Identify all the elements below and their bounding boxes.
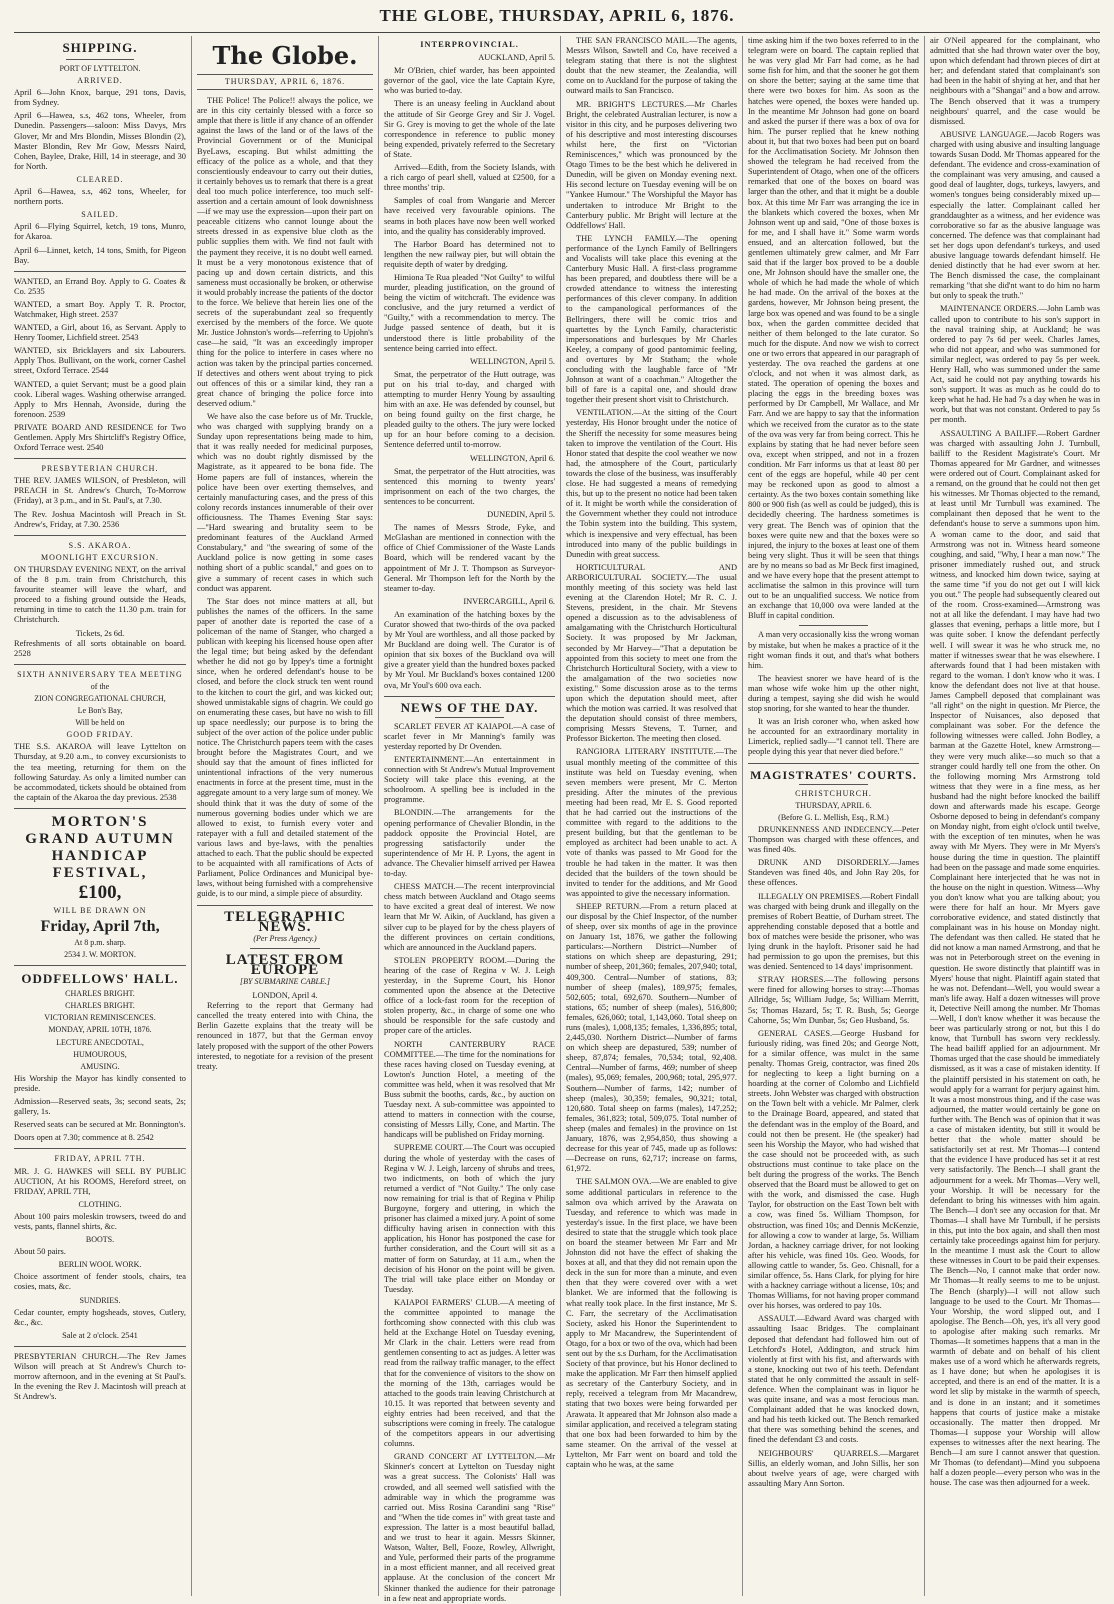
news-item: [384, 808, 555, 879]
column-rule: [742, 36, 743, 1596]
news-item: [384, 1298, 555, 1449]
court-item-lead: ASSAULT.: [758, 1314, 797, 1324]
zion-line: Will be held on: [75, 718, 125, 728]
court-item-text: —Edward Avard was charged with assaulting Isaac Bridges. The complainant deposed that defendant had followed him out of Letchford's Hotel, Addington, and struck him violently at first with his fist, and afterwards with a stone, knocking out two of his teeth. Defendant stated that he only committed the assault in self-defence. When the complainant was in liquor he was quite insane, and was a most ferocious man. Complainant added that he was knocked down, and had his teeth kicked out. The Bench remarked that there was something behind the scenes, and fined the defendant £3 and costs.: [748, 1314, 919, 1445]
classified-ad: WANTED, an Errand Boy. Apply to G. Coates & Co. 2535: [14, 276, 186, 296]
news-item-lead: CHESS MATCH.: [394, 882, 456, 892]
news-item-text: —The usual monthly meeting of the committee of this institute was held on Tuesday evening, when seven members were present, Mr C. Merton presiding. After the minutes of the previous meeting had been read, Mr E. S. Good reported that he had carried out the instructions of the committee with regard to the additions to the present building, but that the gentleman to be employed as architect had been unable to act. A vote of thanks was passed to Mr Good for the trouble he had taken in the matter. It was then decided that the builders of the town should be invited to tender for the additions, and Mr Good was appointed to give the necessary information.: [566, 747, 737, 898]
news-item-text: —The arrangements for the opening performance of Chevalier Blondin, in the paddock opposite the Provincial Hotel, are progressing satisfactorily under the superintendence of Mr H. P. Lyons, the agent in advance. The Chevalier himself arrived per Hawea to-day.: [384, 808, 555, 879]
news-item: [566, 408, 737, 559]
news-item-lead: MR. BRIGHT'S LECTURES.: [576, 99, 687, 109]
masthead: THE GLOBE, THURSDAY, APRIL 6, 1876.: [14, 6, 1100, 33]
news-item-lead: BLONDIN.: [394, 808, 434, 818]
news-item-text: —An entertainment in connection with St Andrew's Mutual Improvement Society will take place this evening, at the schoolroom. A spelling bee is included in the programme.: [384, 755, 555, 805]
court-item-lead: GENERAL CASES.: [758, 1028, 833, 1038]
filler-paragraph: The heaviest snorer we have heard of is the man whose wife woke him up the other night, during a tempest, saying she did wish he would stop snoring, for she wanted to hear the thunder.: [748, 673, 919, 714]
news-item: [566, 100, 737, 231]
court-item: [930, 304, 1100, 425]
filler-paragraph: It was an Irish coroner who, when asked how he accounted for an extraordinary mortality in Limerick, replied sadly—"I cannot tell. There are people dying this year that never died before.": [748, 717, 919, 757]
news-item: [566, 747, 737, 898]
news-item-text: —From a return placed at our disposal by the Chief Inspector, of the number of sheep, over six months of age in the province on January 1st, 1876, we gather the following particulars:—Northern District—Number of stations on which sheep are depasturing, 291; number of sheep, 201,360; females, 207,940; total, 409,300. Central—Number of stations, 83; number of sheep (males), 189,975; females, 502,605; total, 692,670. Southern—Number of stations, 65; number of sheep (males), 516,800; females, 626,060; total, 1,143,060. Total sheep on runs (males), 1,008,135; females, 1,336,895; total, 2,445,030. Northern District—Number of farms on which sheep are depastured, 539; number of sheep, 87,874; females, 70,534; total, 92,408. Central—Number of farms, 469; number of sheep (males), 95,069; females, 200,968; total, 295,977. Southern—Number of farms, 142; number of sheep (males), 30,359; females, 90,321; total, 120,680. Total sheep on farms (males), 147,252; females, 361,823; total, 509,075. Total number of sheep (males and females) in the province on 1st January, 1876, was 2,954,850, thus showing a decrease for this year of 745, made up as follows:—Decrease on runs, 62,717; increase on farms, 61,972.: [566, 901, 737, 1174]
magistrates-before: (Before G. L. Mellish, Esq., R.M.): [778, 812, 889, 822]
interprovincial-item: DUNEDIN, April 5.: [487, 510, 555, 520]
akaroa-heading: S.S. AKAROA.: [68, 540, 132, 550]
akaroa-subheading: MOONLIGHT EXCURSION.: [40, 552, 160, 562]
court-item-lead: ASSAULTING A BAILIFF.: [940, 428, 1038, 438]
interprovincial-item: Himiona Te Rua pleaded "Not Guilty" to wilful murder, pleading justification, on the ground of being the victim of witchcraft. The evidence was conclusive, and the jury returned a verdict of "Guilty," with a recommendation to mercy. The Judge passed sentence of death, but it is understood there is little probability of the sentence being carried into effect.: [384, 272, 555, 353]
news-item-text: —We are enabled to give some additional particulars in reference to the salmon ova which arrived by the Arawata on Tuesday, and reference to which was made in yesterday's issue. In the first place, we have been desired to state that the struggle which took place on board the steamer between Mr Farr and Mr Johnston did not have the effect of shaking the boxes at all, and that they did not remain upon the deck in the sun for more than a minute, and even then that they were covered over with a wet blanket. We are informed that the following is what really took place. In the first instance, Mr S. C. Farr, the secretary of the Acclimatisation Society, asked his Honor the Superintendent to apply to Mr Macandrew, the Superintendent of Otago, for a box or two of the ova, which had been sent out by the s.s Durham, for the Acclimatisation Society of that province, but his Honor declined to make the application. Mr Farr then himself applied as secretary of the Canterbury Society, and in reply, received a telegram from Mr Macandrew, stating that two boxes were being forwarded per Arawata. It appeared that Mr Johnson also made a similar application, and received a telegram stating that one box had been forwarded to him by the same steamer. On the arrival of the vessel at Lyttelton, Mr Farr went on board and told the captain who he was, at the same: [566, 1177, 737, 1470]
interprovincial-heading: INTERPROVINCIAL.: [420, 40, 519, 49]
interprovincial-item: There is an uneasy feeling in Auckland about the attitude of Sir George Grey and Sir J. Vogel. Sir G. Grey is moving to get the whole of the late correspondence in reference to public money being expended, privately referred to the Secretary of State.: [384, 99, 555, 159]
column-rule: [924, 36, 925, 1596]
hawkes-line: About 100 pairs moleskin trowsers, tweed do and vests, pants, flannel shirts, &c.: [14, 1211, 186, 1231]
classified-ad: WANTED, six Bricklayers and six Labourers. Apply Thos. Bullivant, on the work, corner Cashel street, Oxford Terrace. 2544: [14, 346, 186, 376]
magistrates-date: THURSDAY, APRIL 6.: [795, 800, 872, 810]
morton-line: At 8 p.m. sharp.: [74, 938, 126, 947]
news-item-lead: THE LYNCH FAMILY.: [576, 233, 677, 243]
news-item: [384, 882, 555, 953]
news-item-lead: SCARLET FEVER AT KAIAPOI.: [394, 721, 514, 731]
column-shipping-ads: [14, 36, 186, 1596]
court-item-lead: ABUSIVE LANGUAGE.: [940, 129, 1029, 139]
divider: [14, 808, 186, 809]
interprovincial-item: INVERCARGILL, April 6.: [463, 596, 555, 606]
news-item-text: —The time for the nominations for these races having closed on Tuesday evening, at Lowton's Junction Hotel, a meeting of the committee was held, when it was resolved that Mr Buss submit the booths, cards, &c., by auction on Tuesday next. A sub-committee was appointed to attend to matters in connection with the course, consisting of Messrs Lilly, Cone, and Martin. The handicaps will be published on Friday morning.: [384, 1049, 555, 1140]
column-rule: [191, 36, 192, 1596]
divider: [250, 948, 320, 949]
classified-ad: PRIVATE BOARD AND RESIDENCE for Two Gentlemen. Apply Mrs Shirtcliff's Registry Office, Oxford Terrace west. 2540: [14, 422, 186, 453]
news-item-lead: GRAND CONCERT AT LYTTELTON.: [394, 1452, 537, 1462]
court-item-lead: ILLEGALLY ON PREMISES.: [758, 891, 862, 901]
magistrates-heading: MAGISTRATES' COURTS.: [750, 767, 917, 782]
court-item-text: —John Lamb was called upon to contribute to his son's support in the naval training ship, at Auckland; he was ordered to pay 7s 6d per week. Charles James, who did not appear, and who was summoned for similar neglect, was ordered to pay 5s per week. Henry Hall, who was summoned under the same Act, said he could not pay anything towards his son's support. It was as much as he could do to keep what he had. He had 7s a day when he was in work, but that was not constant. Ordered to pay 5s per month.: [930, 304, 1101, 425]
court-item: [748, 858, 919, 888]
court-item-text: —The following persons were fined for allowing horses to stray:—Thomas Allridge, 5s; William Judge, 5s; William Merritt, 5s; Thomas Hazard, 5s; T. R. Bush, 5s; George Cahorne, 5s; Wm Dunbar, 5s; Geo Husband, 5s.: [748, 975, 919, 1025]
news-item-lead: SUPREME COURT.: [394, 1143, 465, 1153]
court-item-text: —Jacob Rogers was charged with using abusive and insulting language towards Susan Dodd. Mr Thomas appeared for the defendant. The evidence and cross-examination of the complainant was very amusing, and caused a good deal of laughter, dogs, turkeys, lawyers, and women's tongues being considerably mixed up—especially the latter. Complainant called her granddaughter as a witness, and her evidence was corroborative so far as the abusive language was concerned. The defence was that complainant had set her dogs upon defendant's turkeys, and used abusive language towards defendant himself. He denied distinctly that he had ever sworn at her. The Bench dismissed the case, the complainant remarking "that she did'nt want to do him no harm but only to speak the truth.": [930, 129, 1100, 301]
classified-ad: WANTED, a Girl, about 16, as Servant. Apply to Henry Toomer, Lichfield street. 2543: [14, 323, 186, 343]
news-item-text: —A case of scarlet fever in Mr Manning's family was yesterday reported by Dr Ovenden.: [384, 721, 555, 751]
akaroa-text: ON THURSDAY EVENING NEXT, on the arrival of the 8 p.m. train from Christchurch, this favourite steamer will leave the wharf, and proceed to a fishing ground outside the Heads, returning in time to catch the 11.30 p.m. train for Christchurch.: [14, 564, 186, 625]
news-item-lead: THE SALMON OVA.: [576, 1177, 652, 1187]
news-item-lead: STOLEN PROPERTY ROOM.: [394, 955, 507, 965]
court-continued: air O'Neil appeared for the complainant, who admitted that she had thrown water over the boy, upon which defendant had thrown pieces of dirt at her; and defendant stated that complainant's son had been in the habit of shying at her, and that her neighbours with a "Shangai" and a bow and arrow. The Bench observed that it was a trumpery neighbours' quarrel, and the case would be dismissed.: [930, 36, 1100, 126]
news-item-lead: SHEEP RETURN.: [576, 901, 642, 911]
divider: [384, 696, 555, 697]
oddfellows-line: LECTURE ANECDOTAL,: [56, 1037, 144, 1047]
zion-text: THE S.S. AKAROA will leave Lyttelton on Thursday, at 9.20 a.m., to convey excursionists to the tea meeting, returning for them on the following Saturday. As only a limited number can be accommodated, tickets should be obtained from the captain of the Akaroa the day previous. 2538: [14, 742, 186, 802]
oddfellows-line: VICTORIAN REMINISCENCES.: [44, 1013, 156, 1023]
leader-paragraph: We have also the case before us of Mr. Truckle, who was charged with supplying brandy on a Sunday upon representations being made to him, that it was really needed for medicinal purposes, which was no doubt rightly dismissed by the Magistrate, as it appeared to be bona fide. The Home papers are full of instances, wherein the police have been over exerting themselves, and certainly manufacturing cases, and the press of this colony records instances innumerable of their over officiousness. The Thames Evening Star says:—"Hard swearing and brutality seem to be predominant features of the Auckland Armed Constabulary," and "the swearing of some of the Auckland police is now getting in some cases nothing short of a public scandal," and goes on to give a summary of recent cases in which such conduct was apparent.: [197, 412, 373, 593]
divider: [14, 965, 186, 966]
zion-line: ZION CONGREGATIONAL CHURCH,: [34, 693, 166, 703]
news-item: [566, 1177, 737, 1470]
interprovincial-item: Smat, the perpetrator of the Hutt outrage, was put on his trial to-day, and charged with attempting to murder Henry Young by assaulting him with an axe. He was defended by counsel, but on being found guilty on the first charge, he pleaded guilty to the others. The jury were locked up for an hour before coming to a decision. Sentence deferred until to-morrow.: [384, 369, 555, 450]
news-item-text: —A meeting of the committee appointed to manage the forthcoming show connected with this club was held at the Exchange Hotel on Tuesday evening, Mr Clark in the chair. Letters were read from gentlemen consenting to act as judges. A letter was read from the railway traffic manager, to the effect that for the convenience of visitors to the show on the morning of the 13th, carriages would be attached to the goods train leaving Christchurch at 10.15. It was reported that between seventy and eighty entries had been received, and that the subscriptions were coming in freely. The catalogue of the competitors appears in our advertising columns.: [384, 1297, 556, 1449]
hawkes-auction: MR. J. G. HAWKES will SELL BY PUBLIC AUCTION, At his ROOMS, Hereford street, on FRIDAY, APRIL 7TH,: [14, 1166, 186, 1196]
morton-title: GRAND AUTUMN: [25, 830, 175, 847]
hawkes-line: Sale at 2 o'clock. 2541: [62, 1330, 138, 1340]
oddfellows-text: Doors open at 7.30; commence at 8. 2542: [14, 1133, 154, 1143]
shipping-entry: April 6—Linnet, ketch, 14 tons, Smith, for Pigeon Bay.: [14, 245, 186, 265]
news-item-text: —The usual monthly meeting of this society was held last evening at the Clarendon Hotel; Mr R. C. J. Stevens, president, in the chair. Mr Stevens opened a discussion as to the advisableness of amalgamating with the Christchurch Horticultural Society. It was proposed by Mr Jackman, seconded by Mr Harvey—"That a deputation be appointed from this society to meet one from the Christchurch Horticultural Society, with a view to the amalgamation of the two societies now existing." Some discussion arose as to the terms upon which the deputation should meet, after which the motion was carried. It was resolved that the deputation should consist of three members, comprising Messrs Stevens, T. Turner, and Professor Bickerton. The meeting then closed.: [566, 572, 737, 744]
news-item-lead: KAIAPOI FARMERS' CLUB.: [394, 1297, 500, 1307]
oddfellows-text: Reserved seats can be secured at Mr. Bonnington's.: [14, 1120, 186, 1130]
divider: [799, 625, 867, 626]
oddfellows-line: AMUSING.: [80, 1061, 120, 1071]
hawkes-line: CLOTHING.: [78, 1199, 122, 1209]
oddfellows-line: MONDAY, APRIL 10TH, 1876.: [48, 1025, 152, 1035]
hawkes-line: BOOTS.: [85, 1235, 115, 1245]
oddfellows-text: Admission—Reserved seats, 3s; second seats, 2s; gallery, 1s.: [14, 1097, 186, 1117]
morton-line: 2534 J. W. MORTON.: [64, 950, 136, 960]
arrived-heading: ARRIVED.: [77, 76, 123, 86]
news-item: [384, 755, 555, 805]
divider: [14, 1148, 186, 1149]
court-item: [748, 975, 919, 1025]
court-item-text: —Peter Thompson was charged with these offences, and was fined 40s.: [748, 824, 919, 855]
europe-date: LONDON, April 4.: [252, 991, 318, 1001]
news-item-text: —The Court was occupied during the whole of yesterday with the cases of Regina v W. J. Leigh, larceny of shrubs and trees, two indictments, on both of which the jury returned a verdict of "Not Guilty." The only case now remaining for trial is that of Regina v Philip Burgoyne, forgery and uttering, in which the prisoner has claimed a mixed jury. A point of some difficulty having arisen in connection with this application, his Honor has postponed the case for further consideration, and the Court will sit as a matter of form on Saturday, at 11 a.m., when the decision of his Honor on the point will be given. The trial will take place either on Monday or Tuesday.: [384, 1143, 555, 1294]
sailed-heading: SAILED.: [81, 210, 119, 220]
classified-ad: WANTED, a quiet Servant; must be a good plain cook. Liberal wages. Washing otherwise arranged. Apply to Mrs Hennah, Avonside, during the forenoon. 2539: [14, 379, 186, 419]
morton-title: MORTON'S: [51, 813, 149, 830]
telegraphic-sub: (Per Press Agency.): [253, 933, 317, 943]
court-item-lead: MAINTENANCE ORDERS.: [940, 304, 1039, 314]
column-interprovincial: [384, 36, 556, 1603]
news-item-text: —At the sitting of the Court yesterday, His Honor brought under the notice of the Sheriff the necessity for some measures being taken to improve the ventilation of the Court. His Honor stated that despite the cool weather we now had, the atmosphere of the Court, particularly towards the close of the business, was insufferably close. He had suggested a means of remedying this, but up to the present no notice had been taken of it. It might be worth while the consideration of the Government whether they could not introduce the Tobin system into the building. This system, which is inexpensive and very effectual, has been introduced into many of the public buildings in Dunedin with great success.: [566, 408, 737, 559]
refreshments-line: Refreshments of all sorts obtainable on board. 2528: [14, 638, 186, 658]
presbyterian-notice: The Rev. Joshua Macintosh will Preach in St. Andrew's, Friday, at 7.30. 2536: [14, 509, 186, 529]
column-news-continued: [566, 36, 737, 1596]
news-item-text: —The opening performance of the Lynch Family of Bellringers and Vocalists will take place this evening at the Canterbury Music Hall. A first-class programme has been prepared, and doubtless there will be a crowded attendance to witness the interesting performances of this clever company. In addition to the campanological performances of the Bellringers, there will be comic trios and quartettes by the Lynch Family, characteristic impersonations and burlesques by Mr Charles Keeley, a company of good pantomimic feeling, and overtures by Mr Statham; the whole concluding with the laughable farce of "Mr Johnson at want of a coachman." Altogether the bill of fare is a capital one, and should draw together their present short visit to Christchurch.: [566, 233, 737, 405]
zion-line: of the: [90, 681, 110, 691]
morton-prize: £100,: [78, 881, 122, 903]
shipping-entry: April 6—John Knox, barque, 291 tons, Davis, from Sydney.: [14, 88, 186, 108]
divider: [748, 763, 919, 764]
court-item-text: —George Husband for furiously riding, was fined 20s; and George Nott, for a similar offence, was mulct in the same penalty. Thomas Greig, contractor, was fined 20s for neglecting to keep a light burning on a hoarding at the corner of Colombo and Lichfield streets. John Webster was charged with obstruction on the Town belt with a vehicle. Mr Palmer, clerk to the Drainage Board, appeared, and stated that the defendant was in the employ of the Board, and could not then be present. He (the speaker) had seen his Worship the Mayor, who had wished that the case should not be proceeded with, as such obstructions must continue to take place on the belt during the progress of the works. The Bench observed that the Board must be allowed to get on with the work, and dismissed the case. Hugh Taylor, for obstruction on the East Town belt with a cow, was fined 5s. William Thompson, for obstruction, was fined 10s; and Dennis McKenzie, for allowing a cow to wander at large, 5s. William Jordan, a hackney carriage driver, for not looking after his vehicle, was fined 10s. Geo. Woods, for allowing cattle to wander, 5s. Geo. Chisnall, for a similar offence, 5s. Hans Clark, for plying for hire with a hackney carriage without a license, 10s; and Thomas Williams, for not having proper command over his horses, was ordered to pay 10s.: [748, 1028, 919, 1311]
news-item-lead: ENTERTAINMENT.: [394, 755, 466, 764]
divider: [14, 1346, 186, 1347]
morton-title: HANDICAP FESTIVAL,: [51, 847, 149, 881]
divider: [14, 458, 186, 459]
classified-ad: WANTED, a smart Boy. Apply T. R. Proctor, Watchmaker, High street. 2537: [14, 299, 186, 319]
news-item: [384, 722, 555, 752]
court-item-text: —Robert Gardner was charged with assaulting John J. Turnbull, bailiff to the Resident Magistrate's Court. Mr Thomas appeared for Mr Gardner, and witnesses were ordered out of Court. Complainant asked for a remand, on the ground that he could not then get his witnesses. Mr Thomas objected to the remand, at least until Mr Turnbull was examined. The complainant then deposed that he went to the defendant's house to serve a summons upon him. A woman came to the door, and said that Armstrong was not in. Witness heard someone coughing, and said, "Why, I hear a man now." The prisoner immediately rushed out, and struck witness, and knocked him down twice, saying at the same time "if you do not get out I will kick you out." The people had subsequently cleared out of the room. Cross-examined—Armstrong was not at all like the defendant. I may have had two glasses that evening, perhaps a little more, but I was quite sober. I know the defendant perfectly well. I will swear it was he who struck me, no matter if witnesses swear that he was elsewhere. I afterwards found that I had been mistaken with regard to the woman. I don't know who it was. I know the defendant does not live at that house. James Campbell deposed that complainant was "all right" on the night in question. Mr Pierce, the Inspector of Nuisances, also deposed that complainant was sober. For the defence the following witnesses were called. John Bodley, a barman at the Gazette Hotel, knew Armstrong—they were very much alike—so much so that a stranger could hardly tell one from the other. On the following morning Mrs Armstrong told witness that they were in a fine mess, as her husband had the night before knocked the bailiff down and afterwards made his escape. George Osborne deposed to being in defendant's company on Monday night, from eight o'clock until twelve, with the exception of ten minutes, when he was away with Mr Myers. They were in Mr Myers's house during the time in question. The plaintiff had been on the passage and made some enquiries. Complainant here interjected that he was not in the house on the night in question. Witness—Why you don't know what you are talking about; you were there for half an hour. Mr Myers gave corroborative evidence, and stated distinctly that complainant was in his house on Monday night. The defendant was then called. He stated that he did not know a man named Armstrong, and that he was not in Peterborough street on the evening in question. He swore distinctly that plaintiff was in Myers' house that night. Plaintiff again stated that he was not. Defendant—Well, you would swear a man's life away. Half a dozen witnesses will prove it, Detective Neill among the number. Mr Thomas—Well, I don't know whether it was because the beer was particularly strong or not, but this I do know, that Turnbull has sworn very recklessly. The head bailiff applied for an adjournment. Mr Thomas urged that the case should be immediately dismissed, as it was a case of mistaken identity. If the plaintiff persisted in his statement on oath, he would apply for a warrant for perjury against him. It was a most monstrous thing, and if the case was adjourned, the matter would certainly be gone on further with. The Bench was of opinion that it was a case of mistaken identity, but still it would be better that the whole matter should be satisfactorily set at rest. Mr Thomas—I contend that the evidence I have produced has set it at rest very satisfactorily. The Bench—I shall grant the adjournment for a week. Mr Thomas—Very well, your Worship. It will be necessary for the defendant to bring his witnesses with him again. The Bench—I don't see any occasion for that. Mr Thomas—I shall have Mr Turnbull, if he persists in this, put into the box again, and shall then most certainly take proceedings against him for perjury. In the meantime I must ask the Court to allow these witnesses in Court to be paid their expenses. The Bench—No, I cannot make that order now. Mr Thomas—It really seems to me to be unjust. The Bench (sharply)—I will not allow such language to be used to the Court. Mr Thomas—Your Worship, the word slipped out, and I apologise. The Bench—Oh, yes, it's all very good to apologise after making such remarks. Mr Thomas—It sometimes happens that a man in the warmth of debate and on behalf of his client makes use of a word which he afterwards regrets, as I have done; but when he apologises it is accepted, and there is an end of the matter. It is a word let slip by mistake in the warmth of speech, and is done in an instant; and it sometimes happens that courts of justice make a mistake occasionally. The matter then dropped. Mr Thomas—I suppose your Worship will allow expenses to witnesses after the next hearing. The Bench—I am sure I cannot answer that question. Mr Thomas (to defendant)—Mind you subpoena half a dozen people—every person who was in the house. The case was then adjourned for a week.: [930, 428, 1101, 1488]
news-item-text: —The agents, Messrs Wilson, Sawtell and Co, have received a telegram stating that there is not the slightest doubt that the new steamer, the Zealandia, will come on to Auckland for the purpose of taking the outward mails to San Francisco.: [566, 36, 737, 96]
court-item: [748, 892, 919, 973]
presbyterian-footer: PRESBYTERIAN CHURCH.—The Rev James Wilson will preach at St Andrew's Church to-morrow afternoon, and in the evening at St Paul's. In the evening the Rev J. Macintosh will preach at St Andrew's.: [14, 1351, 186, 1402]
friday-heading: FRIDAY, APRIL 7TH.: [54, 1154, 146, 1164]
morton-line: WILL BE DRAWN ON: [53, 905, 147, 915]
news-item: [384, 1143, 555, 1294]
newspaper-title: The Globe.: [212, 41, 358, 70]
hawkes-line: BERLIN WOOL WORK.: [58, 1260, 142, 1270]
divider: [14, 271, 186, 272]
hawkes-line: About 50 pairs.: [14, 1247, 66, 1257]
interprovincial-item: Smat, the perpetrator of the Hutt atrocities, was sentenced this morning to twenty years' imprisonment on each of the two charges, the sentences to be concurrent.: [384, 466, 555, 506]
court-item: [748, 825, 919, 855]
column-court-continued: [930, 36, 1100, 1596]
news-item-text: —Mr Charles Bright, the celebrated Australian lecturer, is now a visitor in this city, and he purposes delivering two of his descriptive and most interesting discourses whilst here, the first on "Victorian Reminiscences," which was pronounced by the Otago Times to be the best which he delivered in Dunedin, will be given on Monday evening next. His second lecture on Tuesday evening will be on "Yankee Humour." The Worshipful the Mayor has undertaken to introduce Mr Bright to the Canterbury public. Mr Bright will lecture at the Oddfellows' Hall.: [566, 99, 737, 230]
divider: [435, 717, 503, 718]
shipping-heading: SHIPPING.: [62, 40, 138, 55]
oddfellows-line: CHARLES BRIGHT.: [65, 989, 135, 999]
leader-paragraph: The Star does not mince matters at all, but publishes the names of the officers. In the same paper of another date is reported the case of a policeman of the name of Stanger, who charged a publican with keeping his licensed house open after the legal time; but being asked by the defendant whether he did not go by Ippey's time a fortnight since, when he ordered defendant's house to be closed, and before the clock struck ten went round to the kitchen to court the girl, and was kicked out; showed unmistakable signs of chagrin. We could go on enumerating these cases, but have no wish to fill up space needlessly; our purpose is to bring the subject of the over action of the police under public notice. The Christchurch papers teem with the cases brought before the Magistrates Court, and we should say that the amount of fines inflicted for unintentional infractions of the very numerous enactments in force at the present time, must in the aggregate amount to a very large sum of money. We should think that it was the duty of some of the numerous governing bodies under which we are allowed to exist, to furnish every voter and ratepayer with a full and detailed statement of the various laws and bye-laws, with the penalties attached to each. That the public should be expected to be acquainted with all ramifications of Acts of Parliament, Police Ordinances and Municipal bye-laws, without being furnished with a comprehensive guide, is to our mind, a simple piece of absurdity.: [197, 596, 373, 899]
court-item-text: —James Standeven was fined 40s, and John Ray 20s, for these offences.: [748, 858, 919, 888]
magistrates-sub: CHRISTCHURCH.: [795, 788, 872, 798]
tickets-line: Tickets, 2s 6d.: [75, 628, 125, 638]
europe-heading: LATEST FROM EUROPE: [225, 951, 345, 978]
interprovincial-item: WELLINGTON, April 6.: [470, 453, 555, 463]
zion-line: Le Bon's Bay,: [77, 706, 123, 716]
column-leader: [197, 36, 373, 1596]
shipping-entry: April 6—Hawea, s.s, 462 tons, Wheeler, for northern ports.: [14, 187, 186, 207]
interprovincial-item: Arrived—Edith, from the Society Islands, with a rich cargo of pearl shell, valued at £2500, for a three months' trip.: [384, 163, 555, 193]
column-rule: [378, 36, 379, 1596]
news-item: [566, 902, 737, 1175]
news-item: [566, 36, 737, 97]
leader-date: THURSDAY, APRIL 6, 1876.: [197, 74, 373, 90]
filler-paragraph: A man very occasionally kiss the wrong woman by mistake, but when he makes a practice of it the right woman finds it out, and that's what bothers him.: [748, 630, 919, 670]
hawkes-line: Cedar counter, empty hogsheads, stoves, Cutlery, &c., &c.: [14, 1307, 186, 1327]
interprovincial-item: An examination of the hatching boxes by the Curator showed that two-thirds of the ova packed by Mr Youl are worthless, and all those packed by Mr Buckland are doing well. The Curator is of opinion that six boxes of the Buckland ova will give a greater yield than the hundred boxes packed by Mr Youl. Mr Buckland's boxes contained 1200 ova, Mr Youl's 600 ova each.: [384, 609, 555, 690]
news-item-lead: HORTICULTURAL AND ARBORICULTURAL SOCIETY.: [566, 562, 737, 582]
presbyterian-notice: THE REV. JAMES WILSON, of Presbleton, will PREACH in St. Andrew's Church, To-Morrow (Friday), at 3 p.m., and in St. Paul's, at 7.30.: [14, 476, 186, 506]
interprovincial-item: Samples of coal from Wangarie and Mercer have received very favourable opinions. The seams in both places have now been well worked into, and the quality has considerably improved.: [384, 196, 555, 236]
divider: [799, 784, 867, 785]
presbyterian-heading: PRESBYTERIAN CHURCH.: [41, 464, 159, 474]
divider: [197, 905, 373, 906]
court-item-text: —Margaret Sillis, an elderly woman, and John Sillis, her son about twelve years of age, were charged with assaulting Mary Ann Sorton.: [748, 1448, 919, 1488]
interprovincial-item: Mr O'Brien, chief warder, has been appointed governor of the gaol, vice the late Captain Kyre, who was buried to-day.: [384, 66, 555, 96]
interprovincial-item: The Harbor Board has determined not to lengthen the new railway pier, but will obtain the requisite depth of water by dredging.: [384, 239, 555, 269]
interprovincial-item: The names of Messrs Strode, Fyke, and McGlashan are mentioned in connection with the office of Chief Commissioner of the Waste Lands Board, which will be rendered vacant by the appointment of Mr J. T. Thompson as Surveyor-General. Mr Thompson left for the North by the steamer to-day.: [384, 523, 555, 593]
europe-sub: [BY SUBMARINE CABLE.]: [240, 976, 330, 986]
interprovincial-item: AUCKLAND, April 5.: [478, 53, 555, 63]
court-item-text: —Robert Findall was charged with being drunk and illegally on the premises of Robert Beattie, of Durham street. The apprehending constable deposed that a bottle and box of matches were beside the prisoner, who was lying drunk in the hayloft. Prisoner said he had had permission to go upon the premises, but this was denied. Sentenced to 14 days' imprisonment.: [748, 891, 919, 972]
column-salmon-magistrates: [748, 36, 919, 1596]
morton-date: Friday, April 7th,: [40, 918, 160, 935]
court-item: [748, 1449, 919, 1489]
court-item: [748, 1029, 919, 1312]
divider: [66, 59, 135, 60]
court-item-lead: DRUNK AND DISORDERLY.: [758, 858, 891, 868]
oddfellows-text: His Worship the Mayor has kindly consented to preside.: [14, 1073, 186, 1093]
shipping-entry: April 6—Flying Squirrel, ketch, 19 tons, Munro, for Akaroa.: [14, 222, 186, 242]
court-item: [930, 130, 1100, 302]
divider: [14, 535, 186, 536]
court-item: [748, 1314, 919, 1445]
news-item-lead: VENTILATION.: [576, 408, 634, 418]
news-item: [566, 563, 737, 745]
telegraphic-heading: TELEGRAPHIC NEWS.: [224, 908, 346, 935]
oddfellows-line: HUMOUROUS,: [73, 1049, 127, 1059]
news-item-lead: THE SAN FRANCISCO MAIL.: [576, 36, 689, 45]
interprovincial-item: WELLINGTON, April 5.: [470, 356, 555, 366]
hawkes-line: SUNDRIES.: [79, 1295, 121, 1305]
news-item-lead: NORTH CANTERBURY RACE COMMITTEE.: [384, 1039, 555, 1059]
news-item-text: —Mr Skinner's concert at Lyttelton on Tuesday night was a great success. The Colonists' Hall was crowded, and all seemed well satisfied with the admirable way in which the programme was carried out. Miss Rosina Carandini sang "Rise" and "When the tide comes in" with great taste and expression. The latter is a most beautiful ballad, and we trust to hear it again. Messrs Skinner, Watson, Walter, Bell, Fooze, Rowley, Allwright, and Yule, performed their parts of the programme in a most efficient manner, and all received great applause. At the conclusion of the concert Mr Skinner thanked the audience for their patronage in a few neat and appropriate words.: [384, 1452, 555, 1603]
hawkes-line: Choice assortment of fender stools, chairs, tea cosies, mats, &c.: [14, 1272, 186, 1292]
news-item: [384, 1452, 555, 1603]
news-item: [566, 234, 737, 406]
cleared-heading: CLEARED.: [76, 174, 124, 184]
news-item: [384, 956, 555, 1037]
oddfellows-line: CHARLES BRIGHT.: [65, 1001, 135, 1011]
zion-line: GOOD FRIDAY.: [66, 730, 134, 740]
column-rule: [560, 36, 561, 1596]
news-item: [384, 1040, 555, 1141]
news-of-the-day-heading: NEWS OF THE DAY.: [400, 699, 539, 715]
court-item: [930, 429, 1100, 1489]
europe-text: Referring to the report that Germany had cancelled the treaty entered into with China, the Berlin Gazette explains that the treaty will be renounced in 1877, but that the German envoy lately proposed with the support of the other Powers interested, to negotiate for a revision of the present treaty.: [197, 1001, 373, 1071]
salmon-continued: time asking him if the two boxes referred to in the telegram were on board. The captain replied that he was very glad Mr Farr had come, as he had some fish for him, and that the sooner he got them on shore the better; saying at the same time that there were two boxes for him. As soon as the hatches were opened, the boxes were handed up. In the meantime Mr Johnson had gone on board and asked the purser if there was a box of ova for him. The purser replied that he knew nothing about it, but that two boxes had been put on board for the Acclimatisation Society. Mr Johnson then showed the telegram he had received from the Superintendent of Otago, when one of the officers remarked that one of the boxes on board was larger than the other, and that it might be a double box. At this time Mr Farr was arranging the ice in the blankets which covered the boxes, when Mr Johnson went up and said, "One of those boxes is for me, and I shall have it." Some warm words ensued, and an altercation followed, but the gentlemen ultimately grew calmer, and Mr Farr said that if the larger box proved to be a double one, Mr Johnson should have the smaller one, the whole of which he had made the whole of which he had made. On the arrival of the boxes at the gardens, however, Mr Johnson being present, the large box was opened and was found to be a single box, when the garden committee decided that neither of them belonged to the late curator. So much for the dispute. And now we wish to correct one or two errors that appeared in our paragraph of yesterday. The ova reached the gardens at one o'clock, and not when it was almost dark, as stated. The operation of opening the boxes and placing the eggs in the breeding boxes was performed by Dr Campbell, Mr Wallace, and Mr Farr. And we are happy to say that the information which we received from the curator as to the state of the ova was very far from being correct. This he explains by stating that he had never before seen ova, except when stripped, and not in a frozen condition. Mr Farr informs us that at least 80 per cent of the eggs are hopeful, while 40 per cent may be reckoned upon as good to almost a certainty. As the two boxes contain something like 800 or 900 fish (as well as could be judged), this is decidedly cheering. The hardness sometimes is very great. The Bench was of opinion that the boxes were quite new and that the boxes were so injured, the injury to the boxes at least one of them being very slight. Thus it will be seen that things are by no means so bad as Mr Beck first imagined, and we have every hope that the present attempt to acclimatise the salmon in this province will turn out to be an unqualified success. We notice from an exchange that 10,000 ova were landed at the Bluff in capital condition.: [748, 36, 919, 621]
court-item-lead: STRAY HORSES.: [758, 975, 826, 985]
port-heading: PORT OF LYTTELTON.: [59, 64, 141, 73]
news-item-lead: RANGIORA LITERARY INSTITUTE.: [576, 747, 716, 757]
court-item-lead: NEIGHBOURS' QUARRELS.: [758, 1448, 881, 1458]
court-item-lead: DRUNKENNESS AND INDECENCY.: [758, 824, 894, 834]
news-item-text: —The recent interprovincial chess match between Auckland and Otago seems to have excited a great deal of interest. We now learn that Mr W. Aikin, of Auckland, has given a silver cup to be played for by the chess players of the different provinces on certain conditions, which are announced in the Auckland papers.: [384, 882, 556, 952]
zion-heading: SIXTH ANNIVERSARY TEA MEETING: [17, 669, 183, 679]
shipping-entry: April 6—Hawea, s.s, 462 tons, Wheeler, from Dunedin. Passengers—saloon: Miss Davys, Mrs Glover, Mr and Mrs Blondin, Misses Blondin (2), Master Blondin, Rev Mr Gow, Messrs Naird, Cohen, Baylee, Drake, Hill, 14 in steerage, and 30 for North.: [14, 111, 186, 171]
leader-paragraph: THE Police! The Police!! always the police, we are in this city certainly blessed with a force so ample that there is little if any chance of an offender against the laws of the land or of the laws of the Provincial Government or of the Municipal ByeLaws, escaping. But whilst admitting the efficacy of the police as a whole, and that they conscientiously endeavour to carry out their duties, it certainly behoves us to remark that there is a great deal too much police interference, too much self-assertion and a certain amount of look downishness—if we may use the expression—upon their part on peaceable citizens who cannot lounge about the streets dressed in as expensive blue cloth as the public supplies them with. We find not fault with the payment they receive, it is no doubt well earned. It must be a very monotonous existence that of pacing up and down certain districts, and this sameness must occasionally be broken, or otherwise it would probably increase the patients of the doctor to the force. We believe that herein lies one of the secrets of the superabundant zeal so frequently exercised by the members of the force. We quote Mr. Justice Johnston's words—referring to Upjohn's case—he said, "It was an exceedingly improper thing for the police to interfere in cases where no action was taken by the principal parties concerned. If detectives and others went about trying to pick out offences of this or a similar kind, they ran a great chance of bringing the police force into deserved odium.": [197, 96, 373, 408]
divider: [14, 664, 186, 665]
news-item-text: —During the hearing of the case of Regina v W. J. Leigh yesterday, in the Supreme Court, his Honor commented upon the absence at the Detective office of a lock-fast room for the reception of stolen property, &c., in charge of some one who should be responsible for the safe custody and proper care of the articles.: [384, 955, 555, 1036]
oddfellows-heading: ODDFELLOWS' HALL.: [21, 971, 179, 987]
